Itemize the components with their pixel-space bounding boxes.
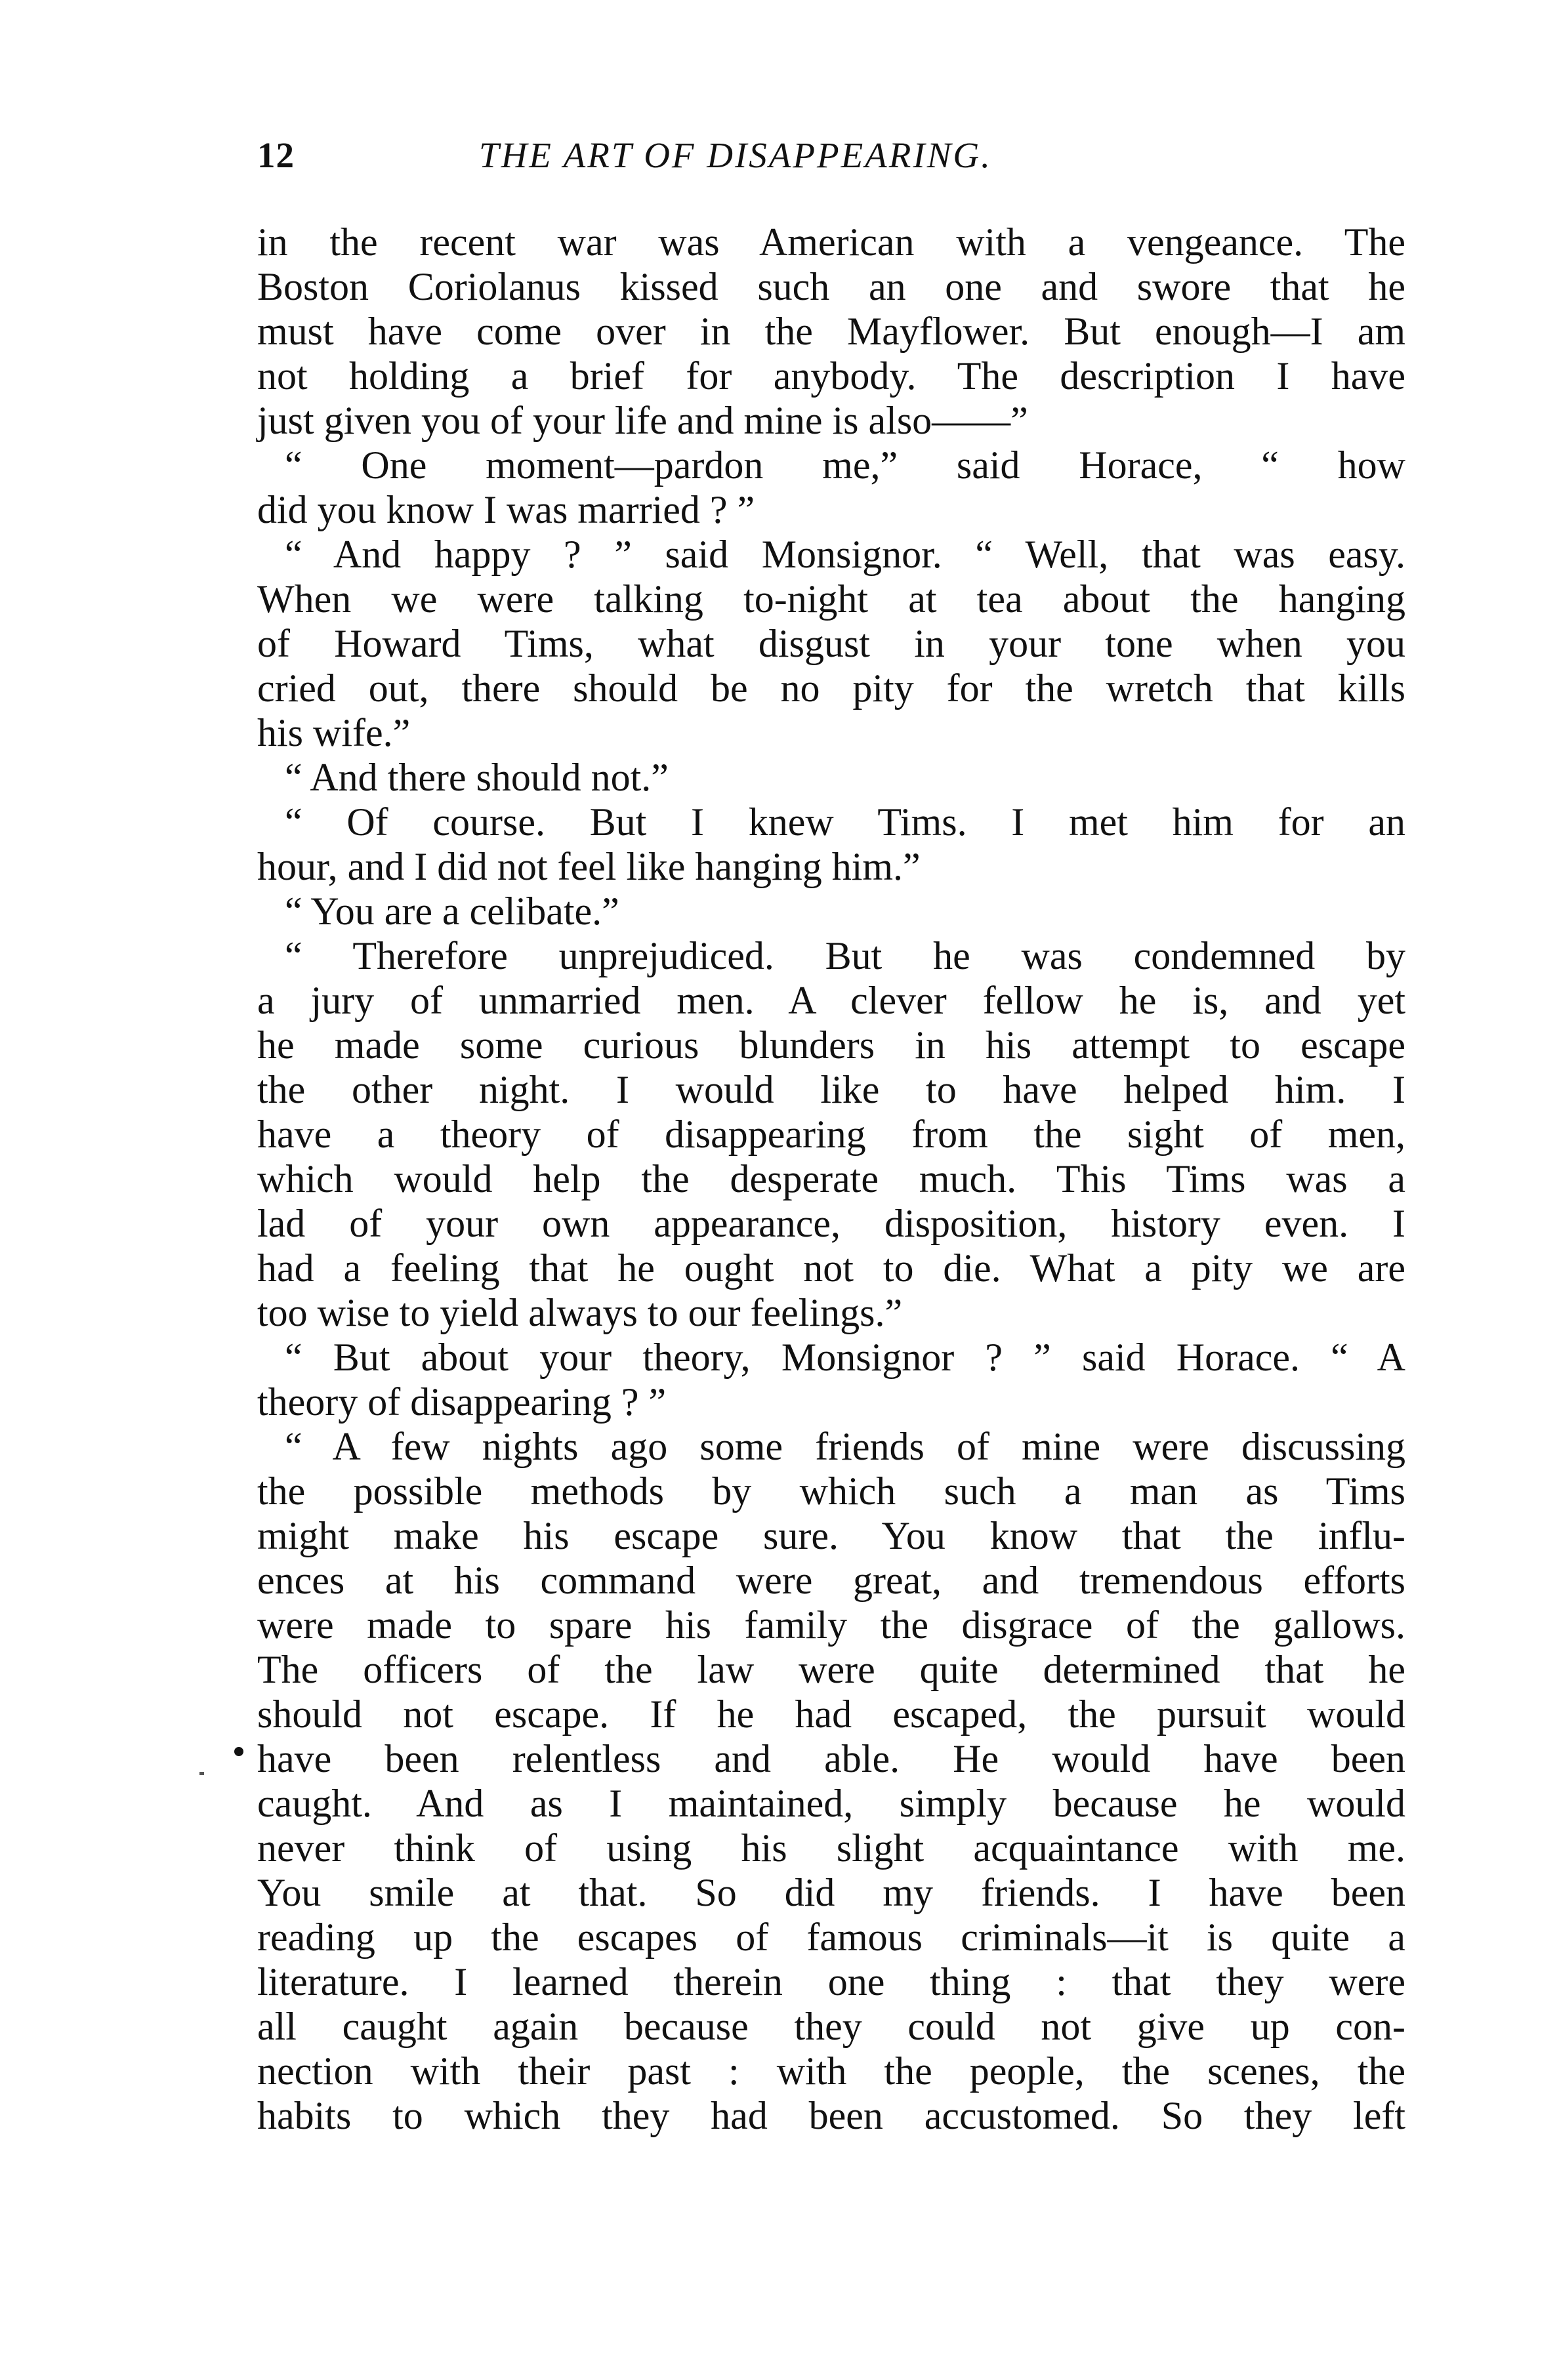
margin-dot-mark: [234, 1747, 243, 1756]
text-line: his wife.”: [257, 711, 411, 754]
text-line: nection with their past : with the people, the scenes, the: [257, 2049, 1405, 2093]
text-line: a jury of unmarried men. A clever fellow he is, and yet: [257, 979, 1405, 1022]
text-line: must have come over in the Mayflower. But enough—I am: [257, 310, 1405, 353]
text-line: habits to which they had been accustomed. So they left: [257, 2094, 1405, 2137]
text-line: Boston Coriolanus kissed such an one and swore that he: [257, 265, 1405, 308]
text-line: did you know I was married ? ”: [257, 488, 755, 531]
text-line: reading up the escapes of famous criminals—it is quite a: [257, 1916, 1405, 1959]
text-line: “ A few nights ago some friends of mine were discussing: [285, 1425, 1405, 1468]
text-line: literature. I learned therein one thing : that they were: [257, 1960, 1405, 2003]
text-line: which would help the desperate much. This Tims was a: [257, 1157, 1405, 1200]
text-line: When we were talking to-night at tea about the hanging: [257, 577, 1405, 621]
text-line: in the recent war was American with a vengeance. The: [257, 220, 1405, 264]
text-line: “ But about your theory, Monsignor ? ” said Horace. “ A: [285, 1336, 1405, 1379]
body-text: [257, 220, 1405, 2138]
text-line: of Howard Tims, what disgust in your tone when you: [257, 622, 1405, 665]
margin-speck-mark: [199, 1772, 204, 1775]
text-line: never think of using his slight acquaintance with me.: [257, 1826, 1405, 1870]
page-header: [257, 134, 1405, 194]
text-line: too wise to yield always to our feelings.”: [257, 1291, 903, 1334]
text-line: theory of disappearing ? ”: [257, 1380, 667, 1424]
text-line: all caught again because they could not give up con-: [257, 2005, 1405, 2048]
text-line: should not escape. If he had escaped, the pursuit would: [257, 1693, 1405, 1736]
text-line: “ Therefore unprejudiced. But he was condemned by: [285, 934, 1405, 977]
text-line: he made some curious blunders in his attempt to escape: [257, 1023, 1405, 1067]
text-line: have a theory of disappearing from the sight of men,: [257, 1113, 1405, 1156]
text-line: have been relentless and able. He would have been: [257, 1737, 1405, 1780]
text-line: The officers of the law were quite determined that he: [257, 1648, 1405, 1691]
text-line: were made to spare his family the disgrace of the gallows.: [257, 1603, 1405, 1647]
text-line: “ And happy ? ” said Monsignor. “ Well, that was easy.: [285, 533, 1405, 576]
running-title: THE ART OF DISAPPEARING.: [479, 135, 992, 175]
text-line: had a feeling that he ought not to die. What a pity we are: [257, 1246, 1405, 1290]
text-line: “ You are a celibate.”: [285, 890, 619, 933]
text-line: ences at his command were great, and tremendous efforts: [257, 1559, 1405, 1602]
text-line: “ Of course. But I knew Tims. I met him for an: [285, 800, 1405, 844]
text-line: caught. And as I maintained, simply because he would: [257, 1782, 1405, 1825]
text-line: the possible methods by which such a man as Tims: [257, 1469, 1405, 1513]
text-line: just given you of your life and mine is also——”: [257, 399, 1028, 442]
text-line: might make his escape sure. You know that the influ-: [257, 1514, 1405, 1557]
text-line: cried out, there should be no pity for the wretch that kills: [257, 667, 1405, 710]
text-line: not holding a brief for anybody. The description I have: [257, 354, 1405, 398]
text-line: lad of your own appearance, disposition, history even. I: [257, 1202, 1405, 1245]
text-line: the other night. I would like to have helped him. I: [257, 1068, 1405, 1111]
text-line: hour, and I did not feel like hanging him.”: [257, 845, 921, 888]
text-line: You smile at that. So did my friends. I have been: [257, 1871, 1405, 1914]
text-line: “ One moment—pardon me,” said Horace, “ how: [285, 443, 1405, 487]
page-number: 12: [257, 135, 295, 175]
text-line: “ And there should not.”: [285, 756, 669, 799]
